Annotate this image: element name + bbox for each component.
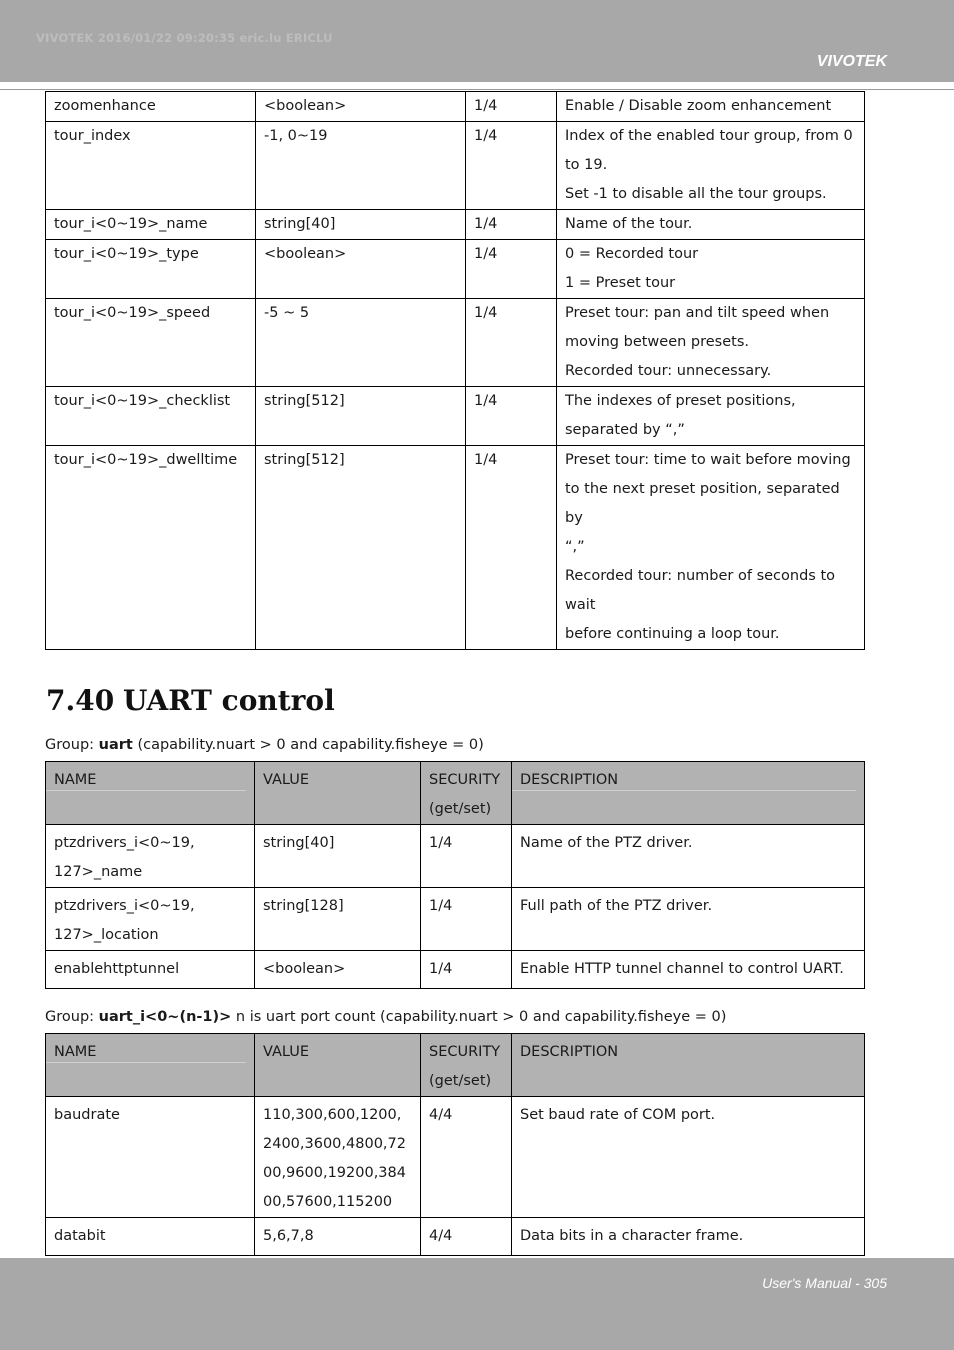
description-line: wait — [565, 597, 596, 613]
cell-security: 1/4 — [466, 122, 557, 210]
cell-description — [557, 299, 865, 387]
header-security — [421, 1034, 512, 1097]
header-rule — [46, 790, 246, 791]
header-label: SECURITY — [429, 1044, 501, 1060]
value-line: 110,300,600,1200, — [263, 1107, 402, 1123]
header-label: NAME — [54, 772, 97, 788]
table-row — [46, 1097, 865, 1218]
cell-value: 5,6,7,8 — [255, 1218, 421, 1256]
header-divider — [0, 89, 954, 90]
uart-table-body — [46, 825, 865, 989]
name-line: ptzdrivers_i<0~19, — [54, 898, 195, 914]
cell-description — [557, 240, 865, 299]
cell-description: Name of the PTZ driver. — [512, 825, 865, 888]
watermark: VIVOTEK 2016/01/22 09:20:35 eric.lu ERICLU — [36, 31, 333, 45]
table-row — [46, 210, 865, 240]
name-line: 127>_name — [54, 864, 143, 880]
page-footer — [0, 1258, 954, 1350]
description-line: to 19. — [565, 157, 608, 173]
cell-description: Enable HTTP tunnel channel to control UART. — [512, 951, 865, 989]
section-heading — [46, 684, 335, 717]
header-description: DESCRIPTION — [512, 1034, 865, 1097]
description-line: before continuing a loop tour. — [565, 626, 780, 642]
cell-security: 1/4 — [466, 240, 557, 299]
table-row — [46, 1218, 865, 1256]
cell-name: zoomenhance — [46, 92, 256, 122]
table-row — [46, 299, 865, 387]
header-rule — [512, 790, 856, 791]
page-header — [0, 0, 954, 82]
table-row — [46, 122, 865, 210]
cell-description — [557, 122, 865, 210]
group-condition: n is uart port count (capability.nuart > 0 and capability.fisheye = 0) — [231, 1009, 727, 1025]
group-name: uart_i<0~(n-1)> — [98, 1009, 232, 1025]
cell-description — [557, 210, 865, 240]
table-row — [46, 446, 865, 650]
cell-name — [46, 825, 255, 888]
cell-name: tour_index — [46, 122, 256, 210]
header-label: DESCRIPTION — [520, 772, 619, 788]
description-line: 1 = Preset tour — [565, 275, 676, 291]
cell-security: 1/4 — [466, 387, 557, 446]
section-title: UART control — [123, 684, 335, 717]
header-name — [46, 1034, 255, 1097]
cell-name: databit — [46, 1218, 255, 1256]
cell-description: Full path of the PTZ driver. — [512, 888, 865, 951]
cell-value — [255, 1097, 421, 1218]
description-line: Enable / Disable zoom enhancement — [565, 98, 832, 114]
tour-parameters-table — [45, 91, 865, 650]
name-line: ptzdrivers_i<0~19, — [54, 835, 195, 851]
description-line: Set -1 to disable all the tour groups. — [565, 186, 827, 202]
cell-name: tour_i<0~19>_type — [46, 240, 256, 299]
header-label: (get/set) — [429, 801, 492, 817]
cell-value: string[512] — [256, 446, 466, 650]
page-number: User's Manual - 305 — [762, 1275, 887, 1291]
header-security — [421, 762, 512, 825]
cell-name: baudrate — [46, 1097, 255, 1218]
table-row — [46, 240, 865, 299]
header-label: (get/set) — [429, 1073, 492, 1089]
description-line: Preset tour: time to wait before moving — [565, 452, 851, 468]
cell-security: 1/4 — [466, 446, 557, 650]
description-line: Recorded tour: unnecessary. — [565, 363, 772, 379]
cell-name: tour_i<0~19>_speed — [46, 299, 256, 387]
uart-port-table-body — [46, 1097, 865, 1256]
table-header — [46, 1034, 865, 1097]
header-row — [46, 1034, 865, 1097]
cell-name: enablehttptunnel — [46, 951, 255, 989]
header-rule — [46, 1062, 246, 1063]
group-prefix: Group: — [45, 1009, 99, 1025]
header-label: NAME — [54, 1044, 97, 1060]
cell-description — [557, 387, 865, 446]
header-value: VALUE — [255, 1034, 421, 1097]
cell-description — [557, 446, 865, 650]
header-name — [46, 762, 255, 825]
cell-value: <boolean> — [256, 240, 466, 299]
description-line: to the next preset position, separated by — [565, 481, 840, 526]
cell-value: -1, 0~19 — [256, 122, 466, 210]
value-line: 00,9600,19200,384 — [263, 1165, 406, 1181]
cell-value: string[40] — [255, 825, 421, 888]
cell-security: 1/4 — [421, 951, 512, 989]
section-number: 7.40 — [46, 684, 115, 717]
cell-security: 1/4 — [421, 888, 512, 951]
cell-security: 4/4 — [421, 1218, 512, 1256]
table-row — [46, 92, 865, 122]
group-prefix: Group: — [45, 737, 99, 753]
description-line: Recorded tour: number of seconds to — [565, 568, 835, 584]
cell-description: Data bits in a character frame. — [512, 1218, 865, 1256]
brand-label: VIVOTEK — [816, 53, 887, 70]
cell-value: -5 ~ 5 — [256, 299, 466, 387]
table-row — [46, 888, 865, 951]
cell-value: string[128] — [255, 888, 421, 951]
header-row — [46, 762, 865, 825]
table-row — [46, 951, 865, 989]
group-caption-uart — [45, 737, 484, 753]
cell-value: <boolean> — [256, 92, 466, 122]
cell-value: string[40] — [256, 210, 466, 240]
cell-description — [557, 92, 865, 122]
description-line: Preset tour: pan and tilt speed when — [565, 305, 830, 321]
name-line: 127>_location — [54, 927, 159, 943]
uart-group-table — [45, 761, 865, 989]
group-caption-uart-port — [45, 1009, 726, 1025]
header-value: VALUE — [255, 762, 421, 825]
value-line: 00,57600,115200 — [263, 1194, 393, 1210]
table-header — [46, 762, 865, 825]
description-line: “,” — [565, 539, 585, 555]
table-row — [46, 825, 865, 888]
cell-value: <boolean> — [255, 951, 421, 989]
header-description — [512, 762, 865, 825]
cell-name: tour_i<0~19>_checklist — [46, 387, 256, 446]
cell-security: 1/4 — [421, 825, 512, 888]
description-line: separated by “,” — [565, 422, 685, 438]
group-condition: (capability.nuart > 0 and capability.fisheye = 0) — [132, 737, 484, 753]
description-line: moving between presets. — [565, 334, 750, 350]
header-label: SECURITY — [429, 772, 501, 788]
description-line: Index of the enabled tour group, from 0 — [565, 128, 853, 144]
value-line: 2400,3600,4800,72 — [263, 1136, 406, 1152]
cell-name: tour_i<0~19>_dwelltime — [46, 446, 256, 650]
tour-table-body — [46, 92, 865, 650]
cell-security: 4/4 — [421, 1097, 512, 1218]
cell-security: 1/4 — [466, 299, 557, 387]
description-line: Name of the tour. — [565, 216, 693, 232]
description-line: The indexes of preset positions, — [565, 393, 796, 409]
table-row — [46, 387, 865, 446]
group-name: uart — [98, 737, 133, 753]
cell-security: 1/4 — [466, 210, 557, 240]
cell-name — [46, 888, 255, 951]
cell-name: tour_i<0~19>_name — [46, 210, 256, 240]
description-line: 0 = Recorded tour — [565, 246, 699, 262]
cell-description: Set baud rate of COM port. — [512, 1097, 865, 1218]
uart-port-table — [45, 1033, 865, 1256]
cell-value: string[512] — [256, 387, 466, 446]
cell-security: 1/4 — [466, 92, 557, 122]
